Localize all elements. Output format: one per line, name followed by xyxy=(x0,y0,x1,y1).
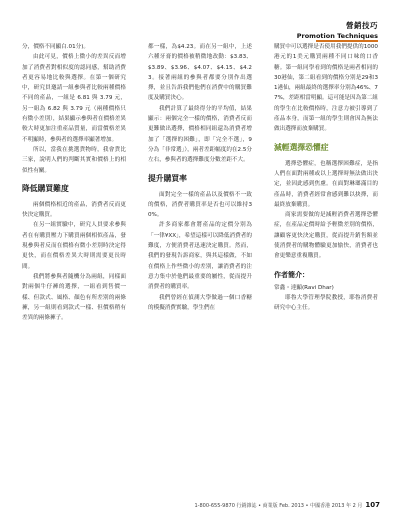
section-heading: 減輕選擇恐懼症 xyxy=(274,142,329,152)
paragraph: 兩個價格相近的產品，消費者反而更快決定購買。 xyxy=(22,201,126,219)
section-subtitle: Promotion Techniques xyxy=(296,32,378,40)
paragraph: 購買中可以選擇是否使用我們提供的1000港元的1美元購買兩種不同口味的口香糖。第一組同學看到的價格是兩者相同的30港仙，第二組看到的價格分別是29和31港仙，兩組最終的選擇率分別為46%、77%，差距相當明顯。這可能是因為第二組的學生在比較價格時，注意力被引導到了產品本身，而第一組的學生則會因為無法做出選擇而放棄購買。 xyxy=(274,44,378,133)
paragraph: 我們曾經在偵測大學做過一個口香糖的模擬消費實驗，學生們在 xyxy=(148,294,252,311)
column-2 xyxy=(148,42,252,313)
paragraph: 選擇恐懼症，也稱選擇困難症，是指人們在面對兩種或以上選擇時無法做出決定，並因此感到焦慮。在面對琳瑯滿目的產品時，消費者經常會感到難以抉擇，而最終放棄購買。 xyxy=(274,160,378,208)
section-heading: 降低購買難度 xyxy=(22,183,69,193)
paragraph: 都一樣，為$4.23。而在另一組中，上述六種牙膏的價格被稍微地改動：$3.83、$3.89、$3.96、$4.07、$4.15、$4.23。接著兩組的參與者都要分別作出選擇，並且告訴我們他們在消費中的購買難度及購買決心。 xyxy=(148,44,252,102)
column-1 xyxy=(22,42,126,323)
paragraph: 我們計算了最終得分的平均值，結果顯示：兩個完全一樣的價格，消費者反而更難做出選擇，價格相同組還為消費者增加了「選擇的困難」，即「完全不選」，9分為「非常選」），兩者差距幅度約在2.5分左右，參與者的選擇難度分數差距不大。 xyxy=(148,105,252,164)
author-name: 常鑫・達顯(Ravi Dhar) xyxy=(274,284,334,291)
paragraph: 我們將參與者隨機分為兩組，同樣面對兩個牛仔褲的選擇，一組看到售價一樣、但款式、風格、顏色有所差別的兩條褲，另一組則看到款式一樣、但價格稍有差異的兩條褲子。 xyxy=(22,273,126,322)
column-3 xyxy=(274,42,378,314)
page-footer xyxy=(0,501,380,509)
page-number: 107 xyxy=(365,501,380,509)
paragraph: 商家需要做的是減輕消費者選擇恐懼症，在產品定價時給予輕微差別的價格，讓顧客更快決定購買，從而提升銷售額並使消費者的購物體驗更加愉快，消費者也會更樂意重複購買。 xyxy=(274,212,378,260)
paragraph: 許多商家都會將產品的定價分別為「一律¥XX」，希望這樣可以降低消費者的難度，方便消費者迅速決定購買。然而，我們的發現告訴商家，與其這樣做，不如在價格上作些微小的差別，讓消費者的注意力集中於他們最重要的屬性，從而提升消費者的購買率。 xyxy=(148,222,252,291)
author-heading: 作者簡介： xyxy=(274,270,309,279)
paragraph: 面對完全一樣的產品以及價格不一致的價格，消費者購買率是否也可以維持30%。 xyxy=(148,191,252,219)
paragraph: 分，價格不同顯白.01分)。 xyxy=(22,44,90,50)
page-header xyxy=(297,20,378,40)
section-title: 營銷技巧 xyxy=(346,21,378,30)
paragraph: 在另一組實驗中，研究人員要求參與者在有購買壓力下購買兩個相似產品，發現參與者反而在價格有微小差別時決定得更快，而在價格差異大時則需要更長時間。 xyxy=(22,222,126,270)
paragraph: 所以，當我在挑選貨物時，我會貨比三家，說明人們的判斷其實和價格上的相似性有關。 xyxy=(22,146,126,174)
paragraph: 由此可見，價格上微小的差異反而增加了消費者對相似度的認同感，幫助消費者更容易地比較與選擇。在第一個研究中，研究員邀請一組參與者比較兩種價格不同的產品，一組是 6.81 與 3.79 元，另一組為 6.82 與 3.79 元（兩種價格只有微小差別），結果顯示參與者在價格差異較大時更加注重產品質量，而當價格差異不明顯時，參與者的選擇率顯著增加。 xyxy=(22,54,126,143)
footer-text: 1-800-655-9870 行銷雜誌 • 商業版 Feb. 2013 • 中國香港 2013 年 2 月 xyxy=(194,503,363,509)
section-heading: 提升購買率 xyxy=(148,173,187,183)
author-bio: 耶魯大學管理學院教授，耶魯消費者研究中心主任。 xyxy=(274,294,378,312)
